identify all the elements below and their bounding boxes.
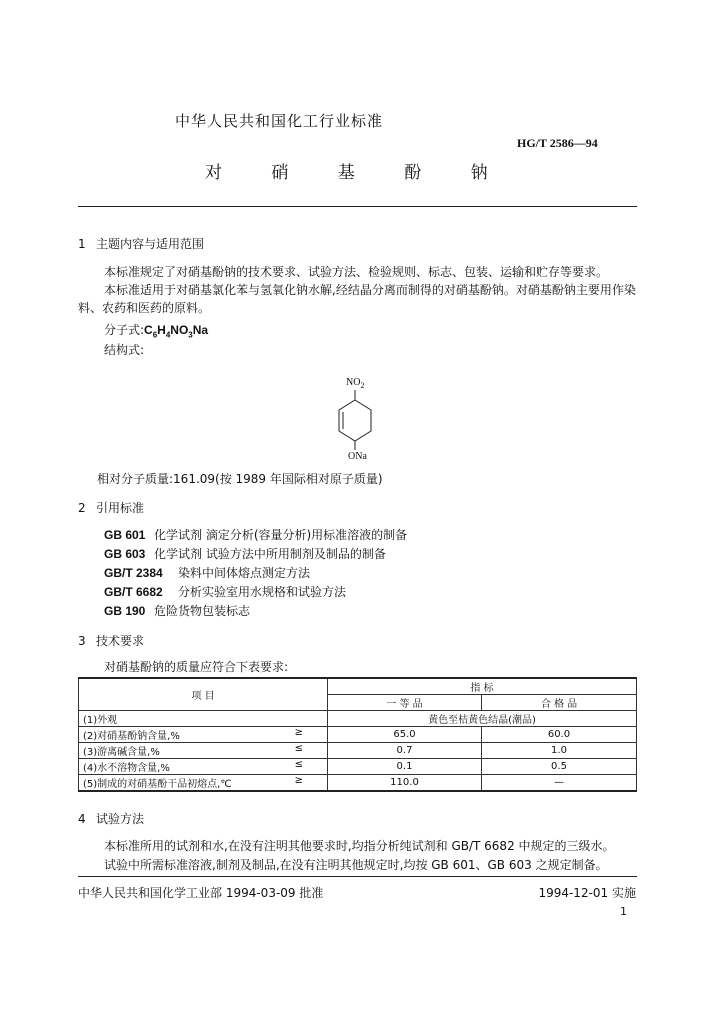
- section-number: 1: [78, 237, 86, 251]
- formula-label: 分子式:: [104, 323, 145, 337]
- row-symbol: ≥: [294, 775, 303, 786]
- row-item-group: [83, 727, 323, 742]
- reference-text: 化学试剂 滴定分析(容量分析)用标准溶液的制备: [154, 528, 408, 542]
- s1-paragraph-1: 本标准规定了对硝基酚钠的技术要求、试验方法、检验规则、标志、包装、运输和贮存等要求。: [104, 265, 609, 279]
- standard-code: HG/T 2586—94: [517, 136, 598, 150]
- section-title: 技术要求: [96, 634, 145, 648]
- molecular-weight: 相对分子质量:161.09(按 1989 年国际相对原子质量): [97, 472, 383, 486]
- table-intro: 对硝基酚钠的质量应符合下表要求:: [104, 660, 289, 674]
- benzene-ring-diagram: [335, 390, 375, 452]
- structure-label: 结构式:: [104, 343, 145, 357]
- row-item: (1)外观: [79, 711, 328, 727]
- section-number: 2: [78, 501, 86, 515]
- row-symbol: ≤: [294, 759, 303, 770]
- row-qual-value: —: [482, 775, 637, 792]
- reference-list: [104, 526, 407, 620]
- row-item-group: [83, 759, 323, 774]
- reference-item: [104, 602, 407, 620]
- header-index: 指 标: [328, 678, 637, 695]
- page-number: 1: [620, 905, 627, 918]
- reference-text: 危险货物包装标志: [154, 604, 251, 618]
- reference-text: 染料中间体熔点测定方法: [178, 566, 311, 580]
- approval-note: 中华人民共和国化学工业部 1994-03-09 批准: [78, 886, 324, 900]
- row-symbol: ≥: [294, 727, 303, 738]
- section-4-heading: [78, 810, 144, 827]
- row-item: (3)游离碱含量,%: [83, 747, 160, 758]
- reference-text: 分析实验室用水规格和试验方法: [178, 585, 347, 599]
- reference-code: GB/T 2384: [104, 566, 163, 580]
- reference-item: [104, 526, 407, 544]
- row-item-group: [83, 775, 323, 790]
- reference-text: 化学试剂 试验方法中所用制剂及制品的制备: [154, 547, 386, 561]
- row-item: (5)制成的对硝基酚干品初熔点,℃: [83, 779, 232, 790]
- table-row: [79, 727, 637, 743]
- table-row: [79, 775, 637, 792]
- row-first-value: 110.0: [328, 775, 482, 792]
- section-3-heading: [78, 632, 144, 649]
- footer-rule: [78, 876, 637, 877]
- reference-code: GB/T 6682: [104, 585, 163, 599]
- header-first-grade: 一 等 品: [328, 695, 482, 711]
- row-first-value: 65.0: [328, 727, 482, 743]
- structure-top-group: $NO_2$: [346, 377, 365, 390]
- reference-code: GB 190: [104, 604, 146, 618]
- document-title: 对 硝 基 酚 钠: [205, 163, 510, 183]
- s4-paragraph-1: 本标准所用的试剂和水,在没有注明其他要求时,均指分析纯试剂和 GB/T 6682 中规定的三级水。: [104, 839, 615, 853]
- table-header-row: [79, 678, 637, 695]
- row-first-value: 黄色至桔黄色结晶(潮品): [328, 711, 637, 727]
- reference-code: GB 601: [104, 528, 146, 542]
- row-item: (2)对硝基酚钠含量,%: [83, 731, 180, 742]
- header-qualified: 合 格 品: [482, 695, 637, 711]
- reference-item: [104, 545, 407, 563]
- row-qual-value: 1.0: [482, 743, 637, 759]
- row-first-value: 0.7: [328, 743, 482, 759]
- section-title: 主题内容与适用范围: [96, 237, 205, 251]
- structure-bottom-label: ONa: [348, 451, 367, 462]
- section-title: 引用标准: [96, 501, 145, 515]
- table-row: [79, 711, 637, 727]
- section-title: 试验方法: [96, 812, 145, 826]
- org-heading: 中华人民共和国化工行业标准: [175, 112, 384, 130]
- row-symbol: ≤: [294, 743, 303, 754]
- header-item: 项 目: [79, 678, 328, 711]
- header-rule: [78, 206, 637, 207]
- table-row: [79, 759, 637, 775]
- section-2-heading: [78, 499, 144, 516]
- s1-paragraph-2: 本标准适用于对硝基氯化苯与氢氧化钠水解,经结晶分离而制得的对硝基酚钠。对硝基酚钠主要用作染料、农药和医药的原料。: [78, 283, 636, 315]
- table-row: [79, 743, 637, 759]
- formula-value: $C_6H_4NO_3Na$: [144, 323, 209, 340]
- implementation-date: 1994-12-01 实施: [538, 886, 636, 900]
- row-qual-value: 0.5: [482, 759, 637, 775]
- row-qual-value: 60.0: [482, 727, 637, 743]
- reference-item: [104, 564, 407, 582]
- reference-item: [104, 583, 407, 601]
- section-number: 3: [78, 634, 86, 648]
- s4-paragraph-2: 试验中所需标准溶液,制剂及制品,在没有注明其他规定时,均按 GB 601、GB 603 之规定制备。: [104, 858, 608, 872]
- quality-table: [78, 677, 637, 792]
- section-1-heading: [78, 235, 204, 252]
- row-first-value: 0.1: [328, 759, 482, 775]
- row-item-group: [83, 743, 323, 758]
- row-item: (4)水不溶物含量,%: [83, 763, 170, 774]
- reference-code: GB 603: [104, 547, 146, 561]
- section-number: 4: [78, 812, 86, 826]
